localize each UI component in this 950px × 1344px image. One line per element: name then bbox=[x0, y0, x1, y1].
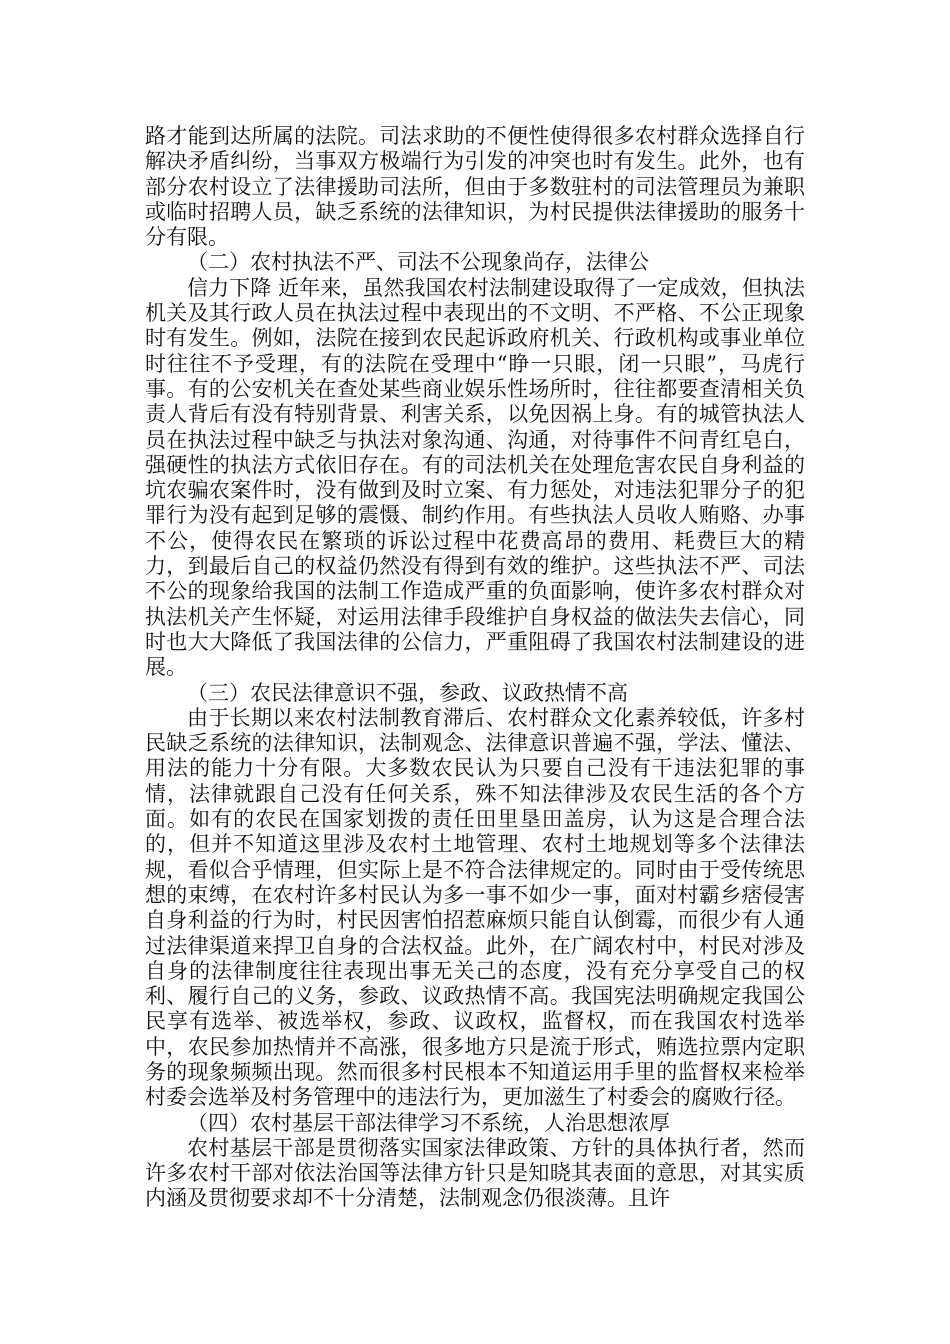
section-heading: （三）农民法律意识不强，参政、议政热情不高 bbox=[187, 680, 628, 705]
body-paragraph: 由于长期以来农村法制教育滞后、农村群众文化素养较低，许多村民缺乏系统的法律知识，法制观念、法律意识普遍不强，学法、懂法、用法的能力十分有限。大多数农民认为只要自己没有干违法犯罪的事情，法律就跟自己没有任何关系，殊不知法律涉及农民生活的各个方面。如有的农民在国家划拨的责任田里垦田盖房，认为这是合理合法的，但并不知道这里涉及农村土地管理、农村土地规划等多个法律法规，看似合乎情理，但实际上是不符合法律规定的。同时由于受传统思想的束缚，在农村许多村民认为多一事不如少一事，面对村霸乡痞侵害自身利益的行为时，村民因害怕招惹麻烦只能自认倒霉，而很少有人通过法律渠道来捍卫自身的合法权益。此外，在广阔农村中，村民对涉及自身的法律制度往往表现出事无关己的态度，没有充分享受自己的权利、履行自己的义务，参政、议政热情不高。我国宪法明确规定我国公民享有选举、被选举权，参政、议政权，监督权，而在我国农村选举中，农民参加热情并不高涨，很多地方只是流于形式，贿选拉票内定职务的现象频频出现。然而很多村民根本不知道运用手里的监督权来检举村委会选举及村务管理中的违法行为，更加滋生了村委会的腐败行径。 bbox=[145, 705, 805, 1110]
section-heading: （四）农村基层干部法律学习不系统，人治思想浓厚 bbox=[187, 1110, 670, 1135]
body-paragraph: 路才能到达所属的法院。司法求助的不便性使得很多农村群众选择自行解决矛盾纠纷，当事双方极端行为引发的冲突也时有发生。此外，也有部分农村设立了法律援助司法所，但由于多数驻村的司法管理员为兼职或临时招聘人员，缺乏系统的法律知识，为村民提供法律援助的服务十分有限。 bbox=[145, 124, 805, 250]
document-body bbox=[145, 124, 805, 1212]
body-paragraph: 信力下降 近年来，虽然我国农村法制建设取得了一定成效，但执法机关及其行政人员在执法过程中表现出的不文明、不严格、不公正现象时有发生。例如，法院在接到农民起诉政府机关、行政机构或事业单位时往往不予受理，有的法院在受理中“睁一只眼，闭一只眼”，马虎行事。有的公安机关在查处某些商业娱乐性场所时，往往都要查清相关负责人背后有没有特别背景、利害关系，以免因祸上身。有的城管执法人员在执法过程中缺乏与执法对象沟通、沟通，对待事件不问青红皂白，强硬性的执法方式依旧存在。有的司法机关在处理危害农民自身利益的坑农骗农案件时，没有做到及时立案、有力惩处，对违法犯罪分子的犯罪行为没有起到足够的震慑、制约作用。有些执法人员收人贿赂、办事不公，使得农民在繁琐的诉讼过程中花费高昂的费用、耗费巨大的精力，到最后自己的权益仍然没有得到有效的维护。这些执法不严、司法不公的现象给我国的法制工作造成严重的负面影响，使许多农村群众对执法机关产生怀疑，对运用法律手段维护自身权益的做法失去信心，同时也大大降低了我国法律的公信力，严重阻碍了我国农村法制建设的进展。 bbox=[145, 275, 805, 680]
body-paragraph: 农村基层干部是贯彻落实国家法律政策、方针的具体执行者，然而许多农村干部对依法治国等法律方针只是知晓其表面的意思，对其实质内涵及贯彻要求却不十分清楚，法制观念仍很淡薄。且许 bbox=[145, 1135, 805, 1211]
section-heading: （二）农村执法不严、司法不公现象尚存，法律公 bbox=[187, 250, 649, 275]
